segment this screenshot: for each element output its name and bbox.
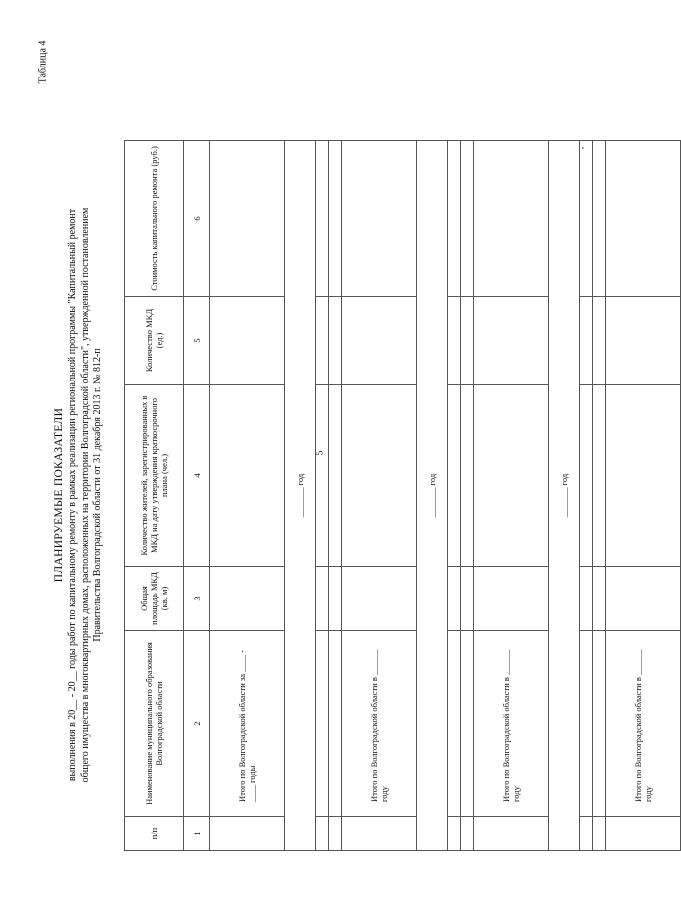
col-header-number: п/п [125, 817, 184, 851]
total-row [210, 141, 285, 851]
year-label: _______ год [549, 141, 580, 851]
table-cell [210, 817, 285, 851]
table-row [593, 141, 606, 851]
column-numbers-row [184, 141, 210, 851]
col-header-mkd-count: Количество МКД (ед.) [125, 297, 184, 385]
year-label: _______ год [285, 141, 316, 851]
table-row [461, 141, 474, 851]
year-row [417, 141, 448, 851]
col-header-cost: Стоимость капитального ремонта (руб.) [125, 141, 184, 297]
table-row [329, 141, 342, 851]
municipal-total-label: Итого по Волгоградской области в ______ году [606, 631, 681, 817]
col-number: 4 [184, 385, 210, 567]
col-header-residents: Количество жителей, зарегистрированных в МКД на дату утверждения краткосрочного плана (чел.) [125, 385, 184, 567]
table-cell [342, 567, 417, 631]
col-number: 3 [184, 567, 210, 631]
end-quote-mark: " [581, 146, 589, 150]
document-header [52, 115, 105, 875]
table-cell [210, 567, 285, 631]
municipal-total-row [342, 141, 417, 851]
subtitle-line-1: выполнения в 20__ - 20__ годы работ по капитальному ремонту в рамках реализации региональной программы "Капитальный ремонт [67, 208, 78, 782]
table-row [316, 141, 329, 851]
table-cell [474, 141, 549, 297]
indicators-table-wrapper [124, 141, 653, 851]
table-cell [606, 297, 681, 385]
table-header-row [125, 141, 184, 851]
table-cell [342, 385, 417, 567]
col-header-municipality: Наименование муниципального образования Волгоградской области [125, 631, 184, 817]
col-number: 5 [184, 297, 210, 385]
col-number: 6 [184, 141, 210, 297]
municipal-total-label: Итого по Волгоградской области в ______ году [342, 631, 417, 817]
subtitle-line-3: Правительства Волгоградской области от 31 декабря 2013 г. № 812-п [92, 348, 103, 642]
total-label: Итого по Волгоградской области за ____ - ____ годы [210, 631, 285, 817]
table-cell [606, 817, 681, 851]
municipal-total-row [606, 141, 681, 851]
table-cell [474, 567, 549, 631]
table-cell [474, 817, 549, 851]
table-cell [606, 141, 681, 297]
page-number: 5 [314, 450, 326, 456]
table-cell [210, 297, 285, 385]
table-row [580, 141, 593, 851]
document-title: ПЛАНИРУЕМЫЕ ПОКАЗАТЕЛИ [53, 407, 65, 583]
municipal-total-label: Итого по Волгоградской области в ______ году [474, 631, 549, 817]
indicators-table [124, 140, 681, 851]
year-label: _______ год [417, 141, 448, 851]
table-cell [342, 817, 417, 851]
col-header-area: Общая площадь МКД (кв. м) [125, 567, 184, 631]
year-row [549, 141, 580, 851]
subtitle-line-2: общего имущества в многоквартирных домах, расположенных на территории Волгоградской области", утвержденной постановлением [79, 207, 91, 783]
table-cell [210, 385, 285, 567]
table-cell [474, 297, 549, 385]
table-cell [342, 141, 417, 297]
table-cell [342, 297, 417, 385]
table-label: Таблица 4 [37, 40, 49, 84]
year-row [285, 141, 316, 851]
table-cell [474, 385, 549, 567]
col-number: 1 [184, 817, 210, 851]
table-cell [210, 141, 285, 297]
municipal-total-row [474, 141, 549, 851]
table-cell [606, 567, 681, 631]
table-row [448, 141, 461, 851]
table-cell [606, 385, 681, 567]
col-number: 2 [184, 631, 210, 817]
